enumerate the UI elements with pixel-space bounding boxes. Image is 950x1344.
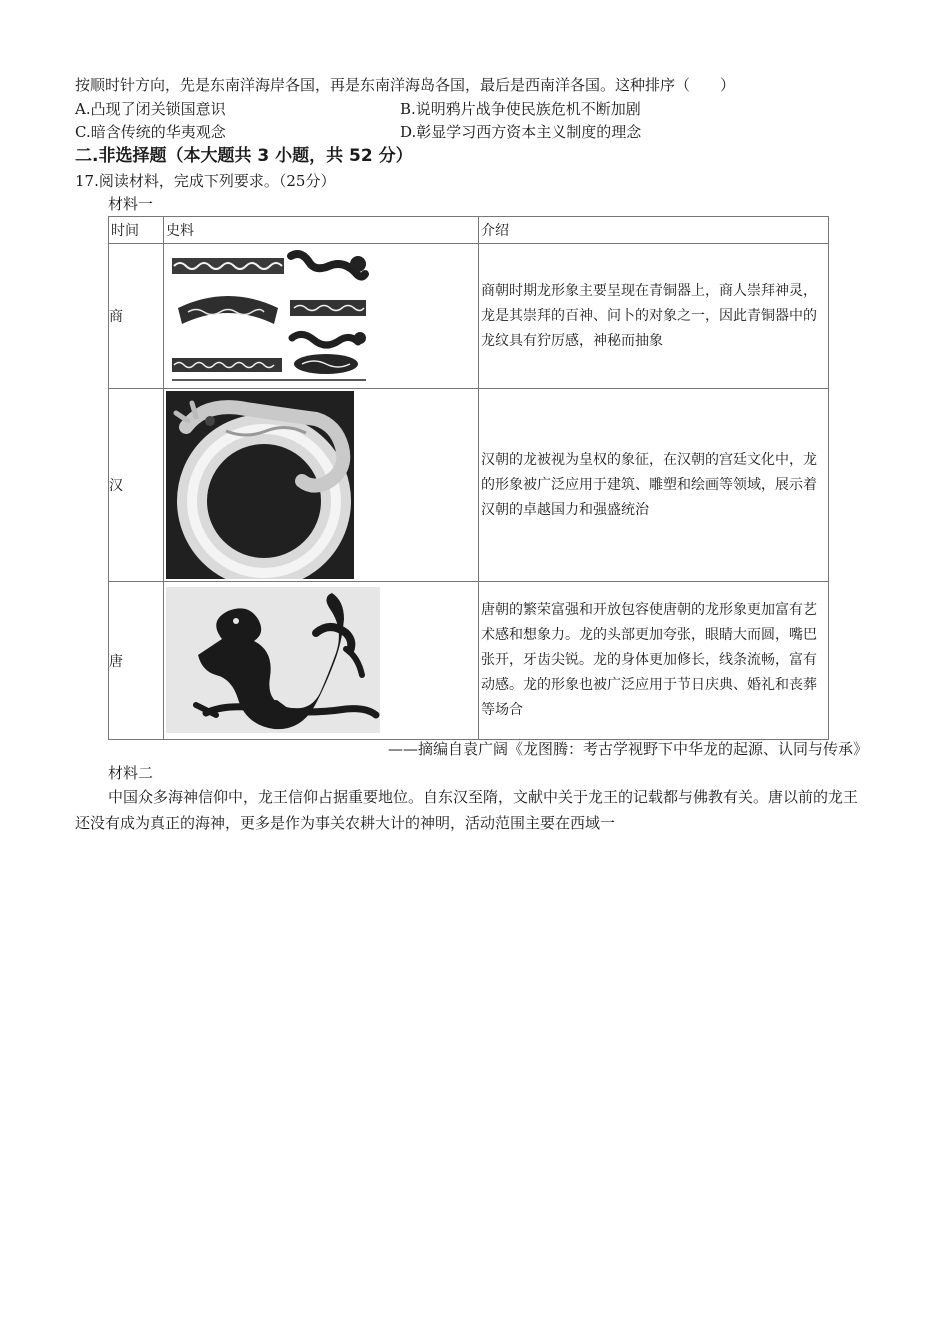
section-heading: 二.非选择题（本大题共 3 小题，共 52 分）	[75, 146, 413, 166]
table-row	[109, 244, 829, 389]
intro-cell: 汉朝的龙被视为皇权的象征，在汉朝的宫廷文化中，龙的形象被广泛应用于建筑、雕塑和绘画等领域，展示着汉朝的卓越国力和强盛统治	[479, 389, 829, 582]
intro-cell: 唐朝的繁荣富强和开放包容使唐朝的龙形象更加富有艺术感和想象力。龙的头部更加夸张，眼睛大而圆，嘴巴张开，牙齿尖锐。龙的身体更加修长，线条流畅，富有动感。龙的形象也被广泛应用于节日庆典、婚礼和丧葬等场合	[479, 582, 829, 740]
q16-stem-tail: 按顺时针方向，先是东南洋海岸各国，再是东南洋海岛各国，最后是西南洋各国。这种排序（ ）	[75, 76, 736, 94]
material2-paragraph: 中国众多海神信仰中，龙王信仰占据重要地位。自东汉至隋，文献中关于龙王的记载都与佛教有关。唐以前的龙王还没有成为真正的海神，更多是作为事关农耕大计的神明，活动范围主要在西域一	[75, 788, 859, 832]
material1-label: 材料一	[108, 195, 154, 213]
header-intro: 介绍	[479, 217, 829, 244]
material2-label: 材料二	[108, 764, 154, 782]
era-cell: 唐	[109, 582, 164, 740]
table-row	[109, 582, 829, 740]
header-source: 史料	[164, 217, 479, 244]
material1-table	[108, 216, 829, 740]
q16-option-a: A.凸现了闭关锁国意识	[75, 100, 226, 118]
image-cell	[164, 582, 479, 740]
era-cell: 汉	[109, 389, 164, 582]
q16-option-b: B.说明鸦片战争使民族危机不断加剧	[400, 100, 641, 118]
table-row	[109, 389, 829, 582]
q16-option-c: C.暗含传统的华夷观念	[75, 123, 226, 141]
image-cell	[164, 244, 479, 389]
q16-option-d: D.彰显学习西方资本主义制度的理念	[400, 123, 642, 141]
intro-cell: 商朝时期龙形象主要呈现在青铜器上，商人崇拜神灵，龙是其崇拜的百神、问卜的对象之一，因此青铜器中的龙纹具有狞厉感，神秘而抽象	[479, 244, 829, 389]
han-jade-dragon-image	[166, 391, 476, 579]
era-cell: 商	[109, 244, 164, 389]
tang-dragon-silhouette	[166, 585, 476, 737]
shang-bronze-dragon-patterns	[166, 246, 476, 386]
header-time: 时间	[109, 217, 164, 244]
image-cell	[164, 389, 479, 582]
q17-stem: 17.阅读材料，完成下列要求。（25分）	[75, 172, 336, 190]
table-header-row	[109, 217, 829, 244]
material1-source: ——摘编自袁广阔《龙图腾：考古学视野下中华龙的起源、认同与传承》	[387, 740, 868, 758]
